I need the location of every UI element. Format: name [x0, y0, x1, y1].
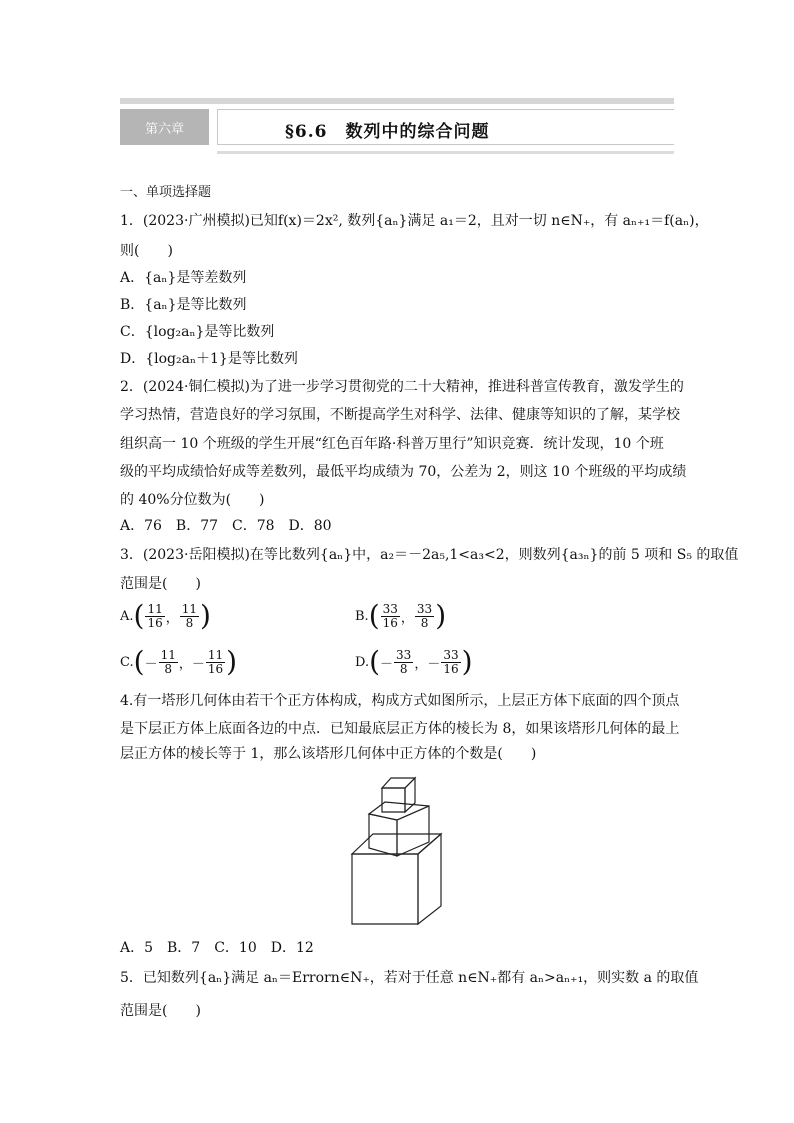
q3-line-1: 3．(2023·岳阳模拟)在等比数列{aₙ}中，a₂＝－2a₅,1<a₃<2，则数列{a₃ₙ}的前 5 项和 S₅ 的取值 — [120, 547, 739, 563]
q1-line-1: 1．(2023·广州模拟)已知f(x)＝2x², 数列{aₙ}满足 a₁＝2，且对一切 n∈N₊，有 aₙ₊₁＝f(aₙ)， — [120, 213, 709, 229]
left-paren: ( — [133, 599, 145, 632]
section-heading: 一、单项选择题 — [120, 185, 212, 200]
fraction: $\frac{33}{16}$ — [382, 601, 398, 630]
q2-line-1: 2．(2024·铜仁模拟)为了进一步学习贯彻党的二十大精神，推进科普宣传教育，激发学生的 — [120, 379, 684, 395]
q4-line-3: 层正方体的棱长等于 1，那么该塔形几何体中正方体的个数是( ) — [120, 746, 537, 762]
fraction: $\frac{11}{16}$ — [207, 647, 224, 676]
right-paren: ) — [461, 645, 473, 678]
right-paren: ) — [226, 645, 238, 678]
fraction: $\frac{33}{16}$ — [443, 647, 459, 676]
right-paren: ) — [200, 599, 211, 632]
fraction: $\frac{11}{8}$ — [160, 647, 176, 676]
option-label: B. — [355, 608, 369, 624]
top-cube — [382, 778, 415, 812]
q4-line-1: 4.有一塔形几何体由若干个正方体构成，构成方式如图所示，上层正方体下底面的四个顶点 — [120, 693, 680, 709]
q5-line-1: 5．已知数列{aₙ}满足 aₙ＝Errorn∈N₊，若对于任意 n∈N₊都有 aₙ>aₙ₊₁，则实数 a 的取值 — [120, 970, 699, 986]
middle-cube — [369, 802, 429, 856]
q2-line-3: 组织高一 10 个班级的学生开展“红色百年路·科普万里行”知识竞赛．统计发现，10 个班 — [120, 436, 664, 452]
q1-option-c: C．{log₂aₙ}是等比数列 — [120, 324, 275, 340]
q3-option-d: D. ( － $\frac{33}{8}$ ， － $\frac{33}{16}$ ) — [355, 645, 473, 678]
q1-option-b: B．{aₙ}是等比数列 — [120, 297, 247, 313]
fraction: $\frac{33}{8}$ — [396, 647, 412, 676]
option-label: D. — [355, 654, 370, 670]
right-paren: ) — [435, 599, 447, 632]
q1-option-a: A．{aₙ}是等差数列 — [120, 270, 247, 286]
q1-line-2: 则( ) — [120, 243, 173, 259]
q4-line-2: 是下层正方体上底面各边的中点．已知最底层正方体的棱长为 8，如果该塔形几何体的最上 — [120, 721, 680, 737]
q3-line-2: 范围是( ) — [120, 576, 201, 592]
left-paren: ( — [133, 645, 145, 678]
page-title: §6.6 数列中的综合问题 — [285, 122, 490, 142]
cube-tower-figure — [340, 770, 450, 930]
q3-option-a: A. ( $\frac{11}{16}$ ， $\frac{11}{8}$ ) — [120, 599, 211, 632]
fraction: $\frac{11}{16}$ — [147, 601, 163, 630]
q2-line-5: 的 40%分位数为( ) — [120, 492, 265, 508]
left-paren: ( — [368, 599, 380, 632]
header-top-bar — [120, 98, 674, 104]
left-paren: ( — [369, 645, 381, 678]
q5-line-2: 范围是( ) — [120, 1003, 201, 1019]
option-label: A. — [120, 608, 134, 624]
fraction: $\frac{33}{8}$ — [416, 601, 433, 630]
q3-option-b: B. ( $\frac{33}{16}$ ， $\frac{33}{8}$ ) — [355, 599, 447, 632]
header-underline — [217, 151, 674, 154]
fraction: $\frac{11}{8}$ — [181, 601, 198, 630]
q2-line-2: 学习热情，营造良好的学习氛围，不断提高学生对科学、法律、健康等知识的了解，某学校 — [120, 407, 680, 423]
q2-line-4: 级的平均成绩恰好成等差数列，最低平均成绩为 70，公差为 2，则这 10 个班级的平均成绩 — [120, 464, 687, 480]
option-label: C. — [120, 654, 134, 670]
q2-options: A．76 B．77 C．78 D．80 — [120, 518, 332, 534]
q3-option-c: C. ( － $\frac{11}{8}$ ， － $\frac{11}{16}$ ) — [120, 645, 238, 678]
chapter-tab: 第六章 — [120, 109, 209, 145]
q4-options: A．5 B．7 C．10 D．12 — [120, 940, 314, 956]
q1-option-d: D．{log₂aₙ＋1}是等比数列 — [120, 351, 298, 367]
